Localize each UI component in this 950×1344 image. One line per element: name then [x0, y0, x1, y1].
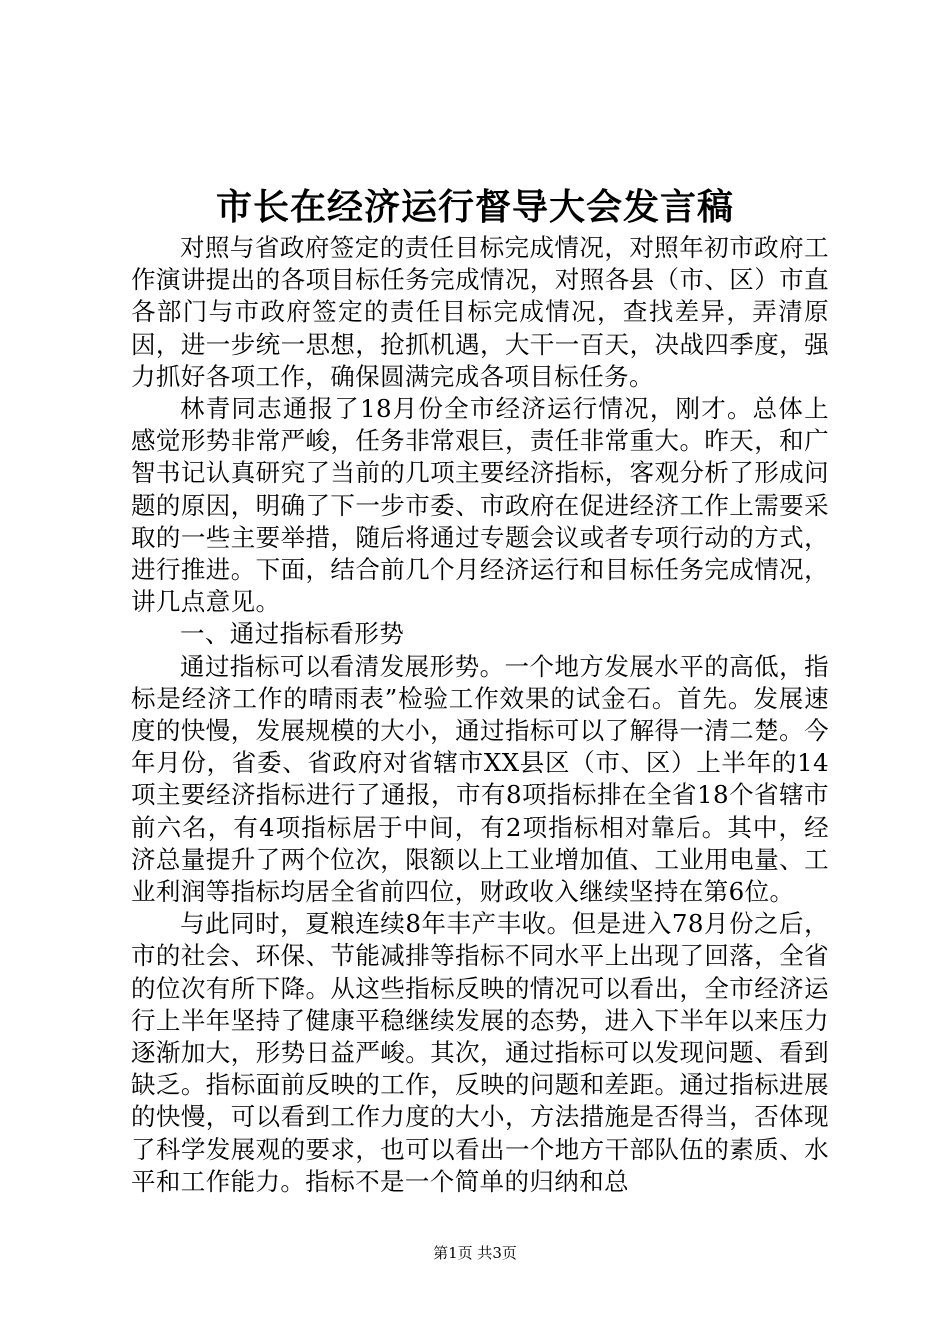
- paragraph-4: 与此同时，夏粮连续8年丰产丰收。但是进入78月份之后，市的社会、环保、节能减排等指标不同水平上出现了回落，全省的位次有所下降。从这些指标反映的情况可以看出，全市经济运行上半年坚持了健康平稳继续发展的态势，进入下半年以来压力逐渐加大，形势日益严峻。其次，通过指标可以发现问题、看到缺乏。指标面前反映的工作，反映的问题和差距。通过指标进展的快慢，可以看到工作力度的大小，方法措施是否得当，否体现了科学发展观的要求，也可以看出一个地方干部队伍的素质、水平和工作能力。指标不是一个简单的归纳和总: [131, 909, 829, 1196]
- document-body: [131, 232, 829, 1198]
- paragraph-2: 林青同志通报了18月份全市经济运行情况，刚才。总体上感觉形势非常严峻，任务非常艰巨，责任非常重大。昨天，和广智书记认真研究了当前的几项主要经济指标，客观分析了形成问题的原因，明确了下一步市委、市政府在促进经济工作上需要采取的一些主要举措，随后将通过专题会议或者专项行动的方式，进行推进。下面，结合前几个月经济运行和目标任务完成情况，讲几点意见。: [131, 394, 829, 617]
- page-number-footer: 第1页 共3页: [433, 1244, 517, 1262]
- paragraph-1: 对照与省政府签定的责任目标完成情况，对照年初市政府工作演讲提出的各项目标任务完成情况，对照各县（市、区）市直各部门与市政府签定的责任目标完成情况，查找差异，弄清原因，进一步统一思想，抢抓机遇，大干一百天，决战四季度，强力抓好各项工作，确保圆满完成各项目标任务。: [131, 233, 829, 391]
- document-title: 市长在经济运行督导大会发言稿: [215, 186, 734, 228]
- paragraph-3: 通过指标可以看清发展形势。一个地方发展水平的高低，指标是经济工作的晴雨表”检验工作效果的试金石。首先。发展速度的快慢，发展规模的大小，通过指标可以了解得一清二楚。今年月份，省委、省政府对省辖市XX县区（市、区）上半年的14项主要经济指标进行了通报，市有8项指标排在全省18个省辖市前六名，有4项指标居于中间，有2项指标相对靠后。其中，经济总量提升了两个位次，限额以上工业增加值、工业用电量、工业利润等指标均居全省前四位，财政收入继续坚持在第6位。: [131, 651, 829, 907]
- section-heading: 一、通过指标看形势: [180, 619, 405, 649]
